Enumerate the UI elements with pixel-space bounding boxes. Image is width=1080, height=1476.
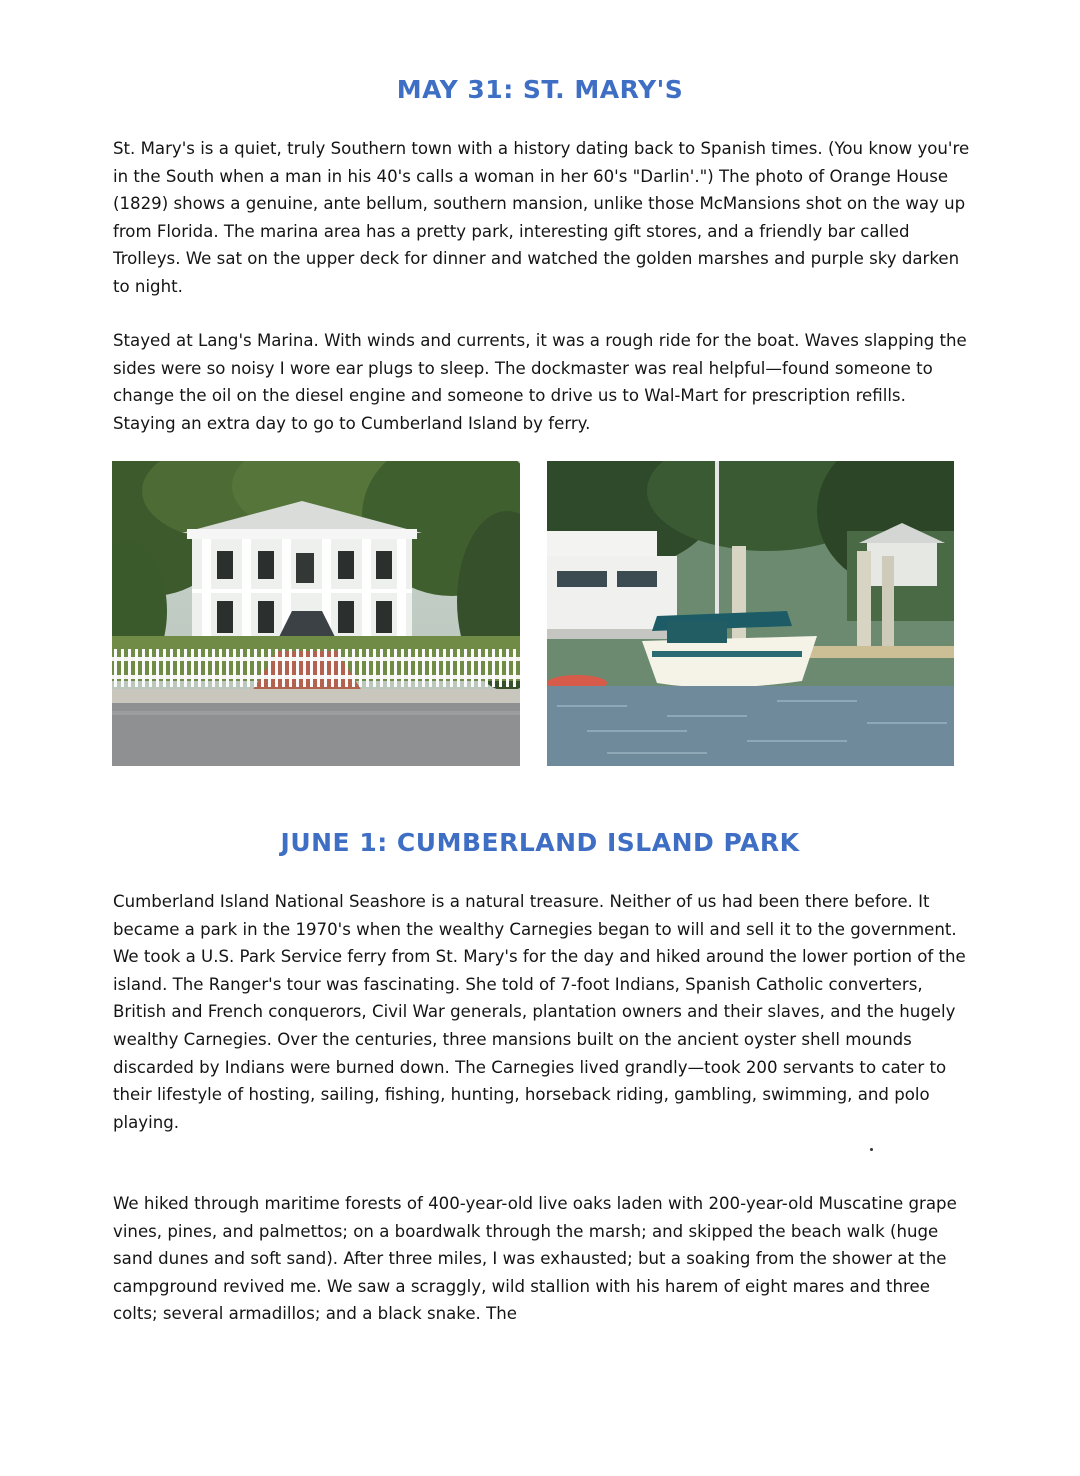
paragraph-st-marys-intro: St. Mary's is a quiet, truly Southern town with a history dating back to Spanish times. (You know you're in the South when a man in his 40's calls a woman in her 60's "Darlin'.") The photo of Orange House (1829) shows a genuine, ante bellum, southern mansion, unlike those McMansions shot on the way up from Florida. The marina area has a pretty park, interesting gift stores, and a friendly bar called Trolleys. We sat on the upper deck for dinner and watched the golden marshes and purple sky darken to night. [113, 139, 970, 296]
section-title-st-marys: MAY 31: ST. MARY'S [396, 75, 684, 104]
orange-house-photo [112, 461, 520, 766]
section-title-cumberland-island: JUNE 1: CUMBERLAND ISLAND PARK [280, 828, 800, 857]
stray-mark [870, 1148, 873, 1151]
paragraph-cumberland-intro: Cumberland Island National Seashore is a natural treasure. Neither of us had been there before. It became a park in the 1970's when the wealthy Carnegies began to will and sell it to the government. We took a U.S. Park Service ferry from St. Mary's for the day and hiked around the lower portion of the island. The Ranger's tour was fascinating. She told of 7-foot Indians, Spanish Catholic converters, British and French conquerors, Civil War generals, plantation owners and their slaves, and the hugely wealthy Carnegies. Over the centuries, three mansions built on the ancient oyster shell mounds discarded by Indians were burned down. The Carnegies lived grandly—took 200 servants to cater to their lifestyle of hosting, sailing, fishing, hunting, horseback riding, gambling, swimming, and polo playing. [113, 892, 966, 1132]
paragraph-langs-marina: Stayed at Lang's Marina. With winds and currents, it was a rough ride for the boat. Waves slapping the sides were so noisy I wore ear plugs to sleep. The dockmaster was real helpful—found someone to change the oil on the diesel engine and someone to drive us to Wal-Mart for prescription refills. Staying an extra day to go to Cumberland Island by ferry. [113, 331, 967, 433]
paragraph-hike: We hiked through maritime forests of 400-year-old live oaks laden with 200-year-old Muscatine grape vines, pines, and palmettos; on a boardwalk through the marsh; and skipped the beach walk (huge sand dunes and soft sand). After three miles, I was exhausted; but a soaking from the shower at the campground revived me. We saw a scraggly, wild stallion with his harem of eight mares and three colts; several armadillos; and a black snake. The [113, 1194, 957, 1324]
marina-boat-photo [547, 461, 954, 766]
